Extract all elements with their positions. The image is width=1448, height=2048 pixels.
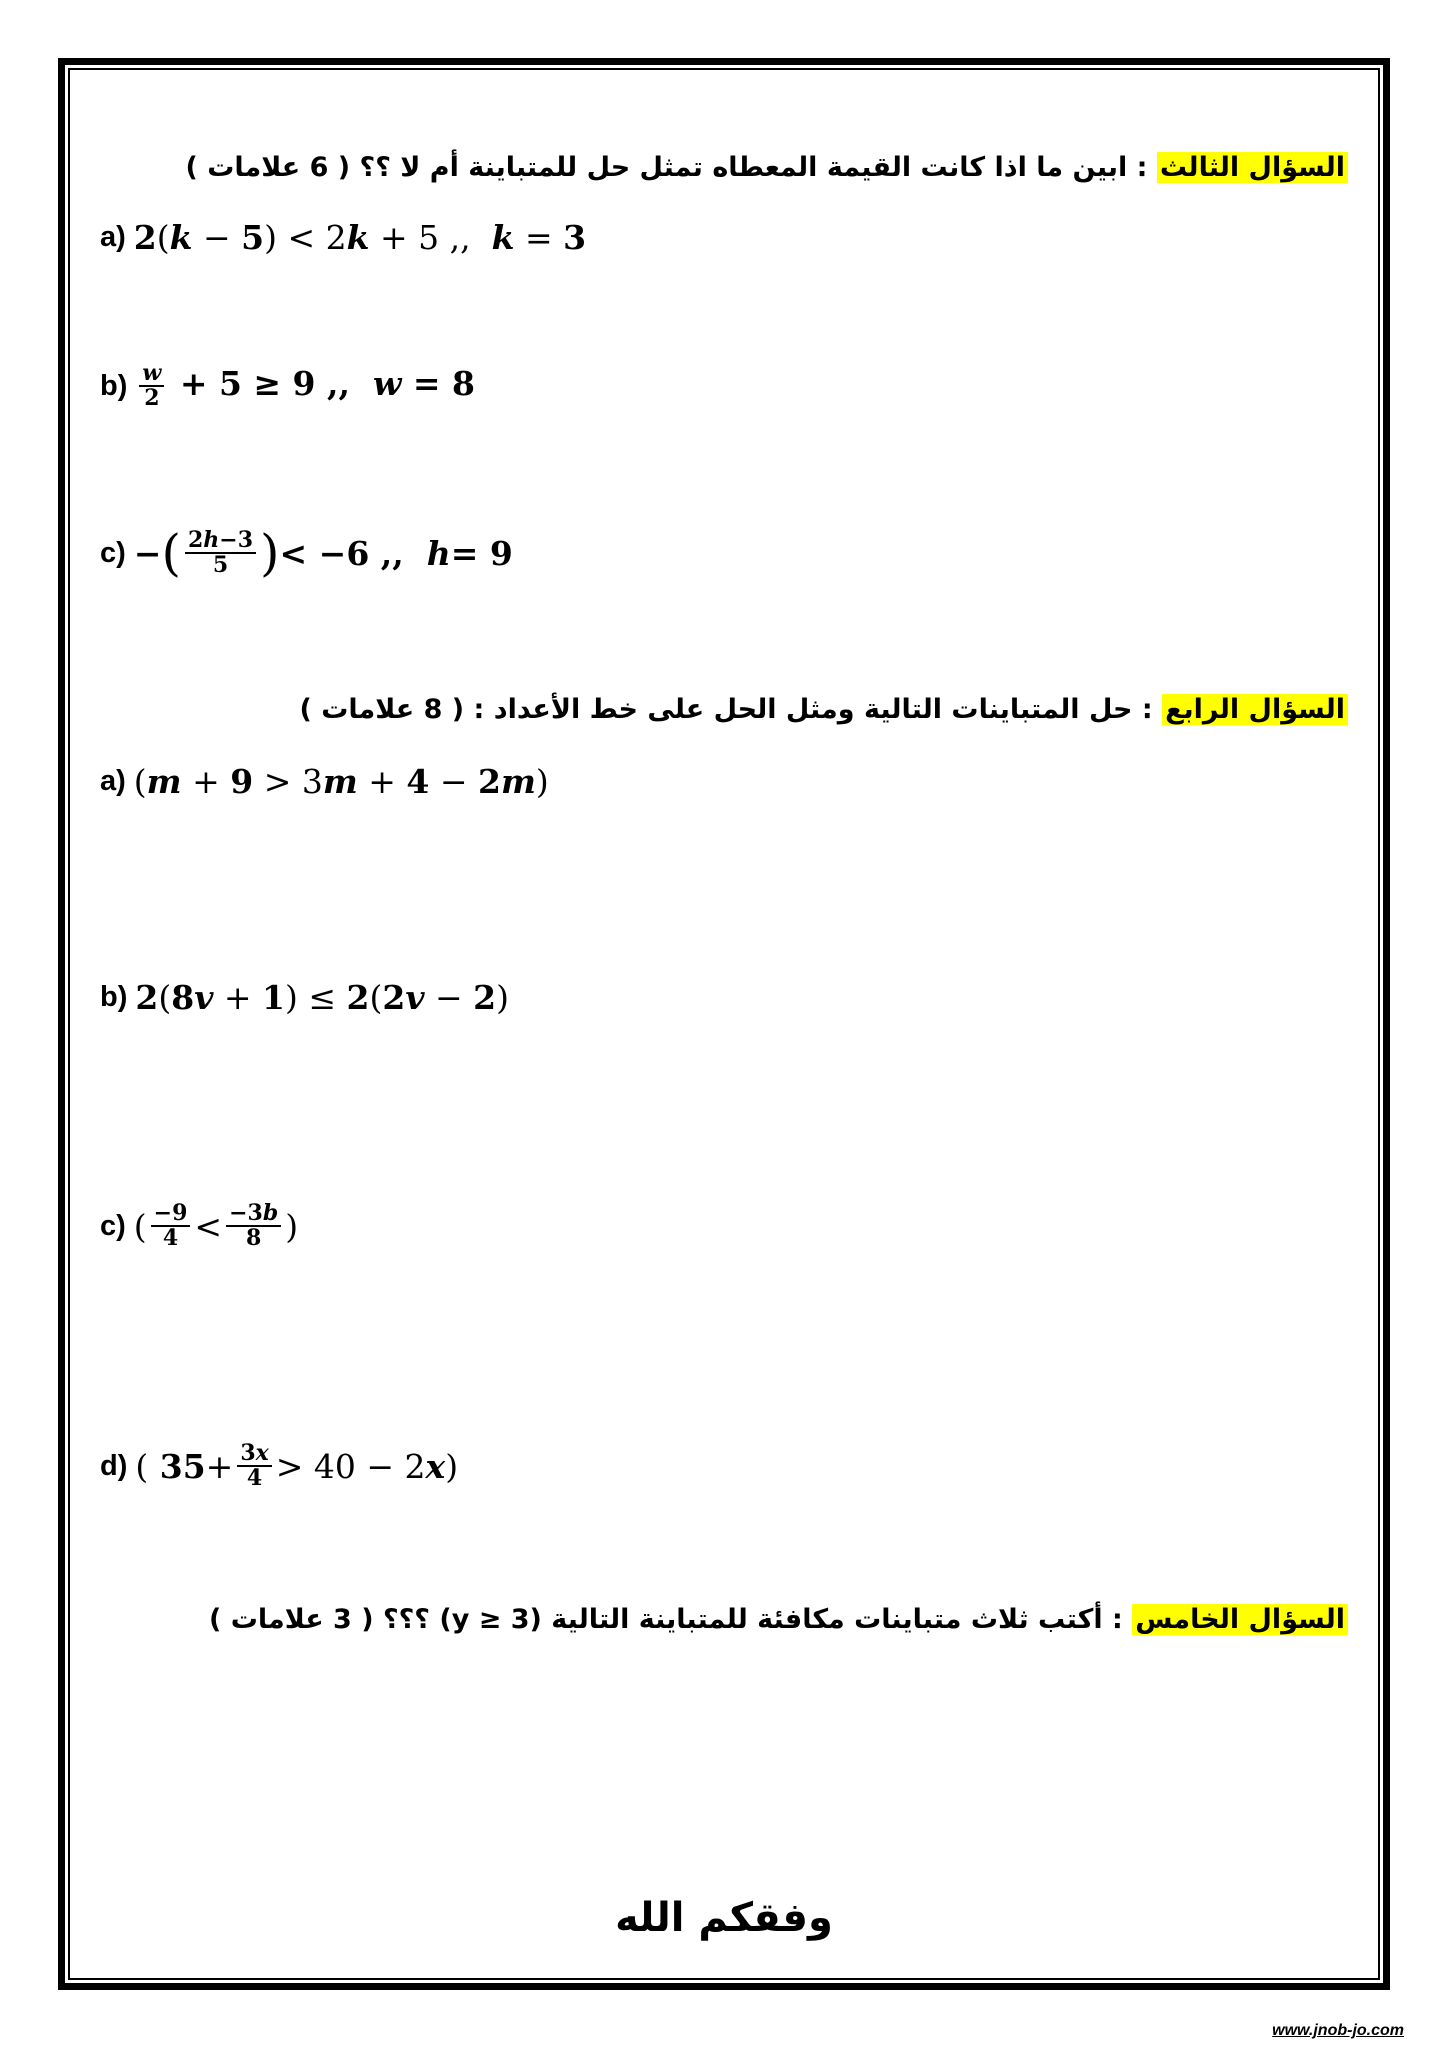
question-3-text: : ابين ما اذا كانت القيمة المعطاه تمثل حل للمتباينة أم لا ؟؟ ( 6 علامات ) <box>185 152 1157 183</box>
question-5-text: : أكتب ثلاث متباينات مكافئة للمتباينة التالية (y ≥ 3) ؟؟؟ ( 3 علامات ) <box>208 1604 1133 1635</box>
question-4-item-c <box>100 1202 298 1250</box>
expression: (m + 9 > 3m + 4 − 2m) <box>133 762 549 801</box>
item-label: b) <box>100 981 128 1013</box>
expression: 2(8v + 1) ≤ 2(2v − 2) <box>135 978 509 1017</box>
expression: − ( $\frac{2h-3}{5}$ ) < −6 ,, h = 9 <box>133 524 513 582</box>
question-4-label: السؤال الرابع <box>1162 694 1348 725</box>
question-5-label: السؤال الخامس <box>1132 1604 1348 1635</box>
question-4-item-d <box>100 1442 458 1490</box>
question-3-item-c <box>100 524 513 582</box>
expression: ( 35 + $\frac{3x}{4}$ > 40 − 2 x ) <box>135 1440 459 1492</box>
footer-url[interactable]: www.jnob-jo.com <box>1272 2022 1404 2039</box>
item-label: d) <box>100 1449 128 1482</box>
question-4-item-b <box>100 978 509 1017</box>
question-3-item-a <box>100 218 586 257</box>
question-3-label: السؤال الثالث <box>1157 152 1348 183</box>
item-label: c) <box>100 536 126 569</box>
item-label: a) <box>100 221 126 253</box>
item-label: c) <box>100 1209 126 1242</box>
expression: $\frac{w}{2}$ + 5 ≥ 9 ,, w = 8 <box>135 362 475 410</box>
question-5-header <box>209 1600 1348 1640</box>
question-4-text: : حل المتباينات التالية ومثل الحل على خط الأعداد : ( 8 علامات ) <box>299 694 1163 725</box>
question-4-header <box>300 690 1349 730</box>
question-4-item-a <box>100 762 549 801</box>
page-border-inner <box>68 68 1380 1980</box>
question-3-item-b <box>100 362 475 410</box>
expression: ( $\frac{-9}{4}$ < $\frac{-3b}{8}$ ) <box>133 1200 299 1252</box>
question-3-header <box>186 148 1348 188</box>
item-label: a) <box>100 765 126 797</box>
expression: 2(k − 5) < 2k + 5 ,, k = 3 <box>133 218 587 257</box>
item-label: b) <box>100 369 128 402</box>
closing-phrase: وفقكم الله <box>615 1895 833 1941</box>
